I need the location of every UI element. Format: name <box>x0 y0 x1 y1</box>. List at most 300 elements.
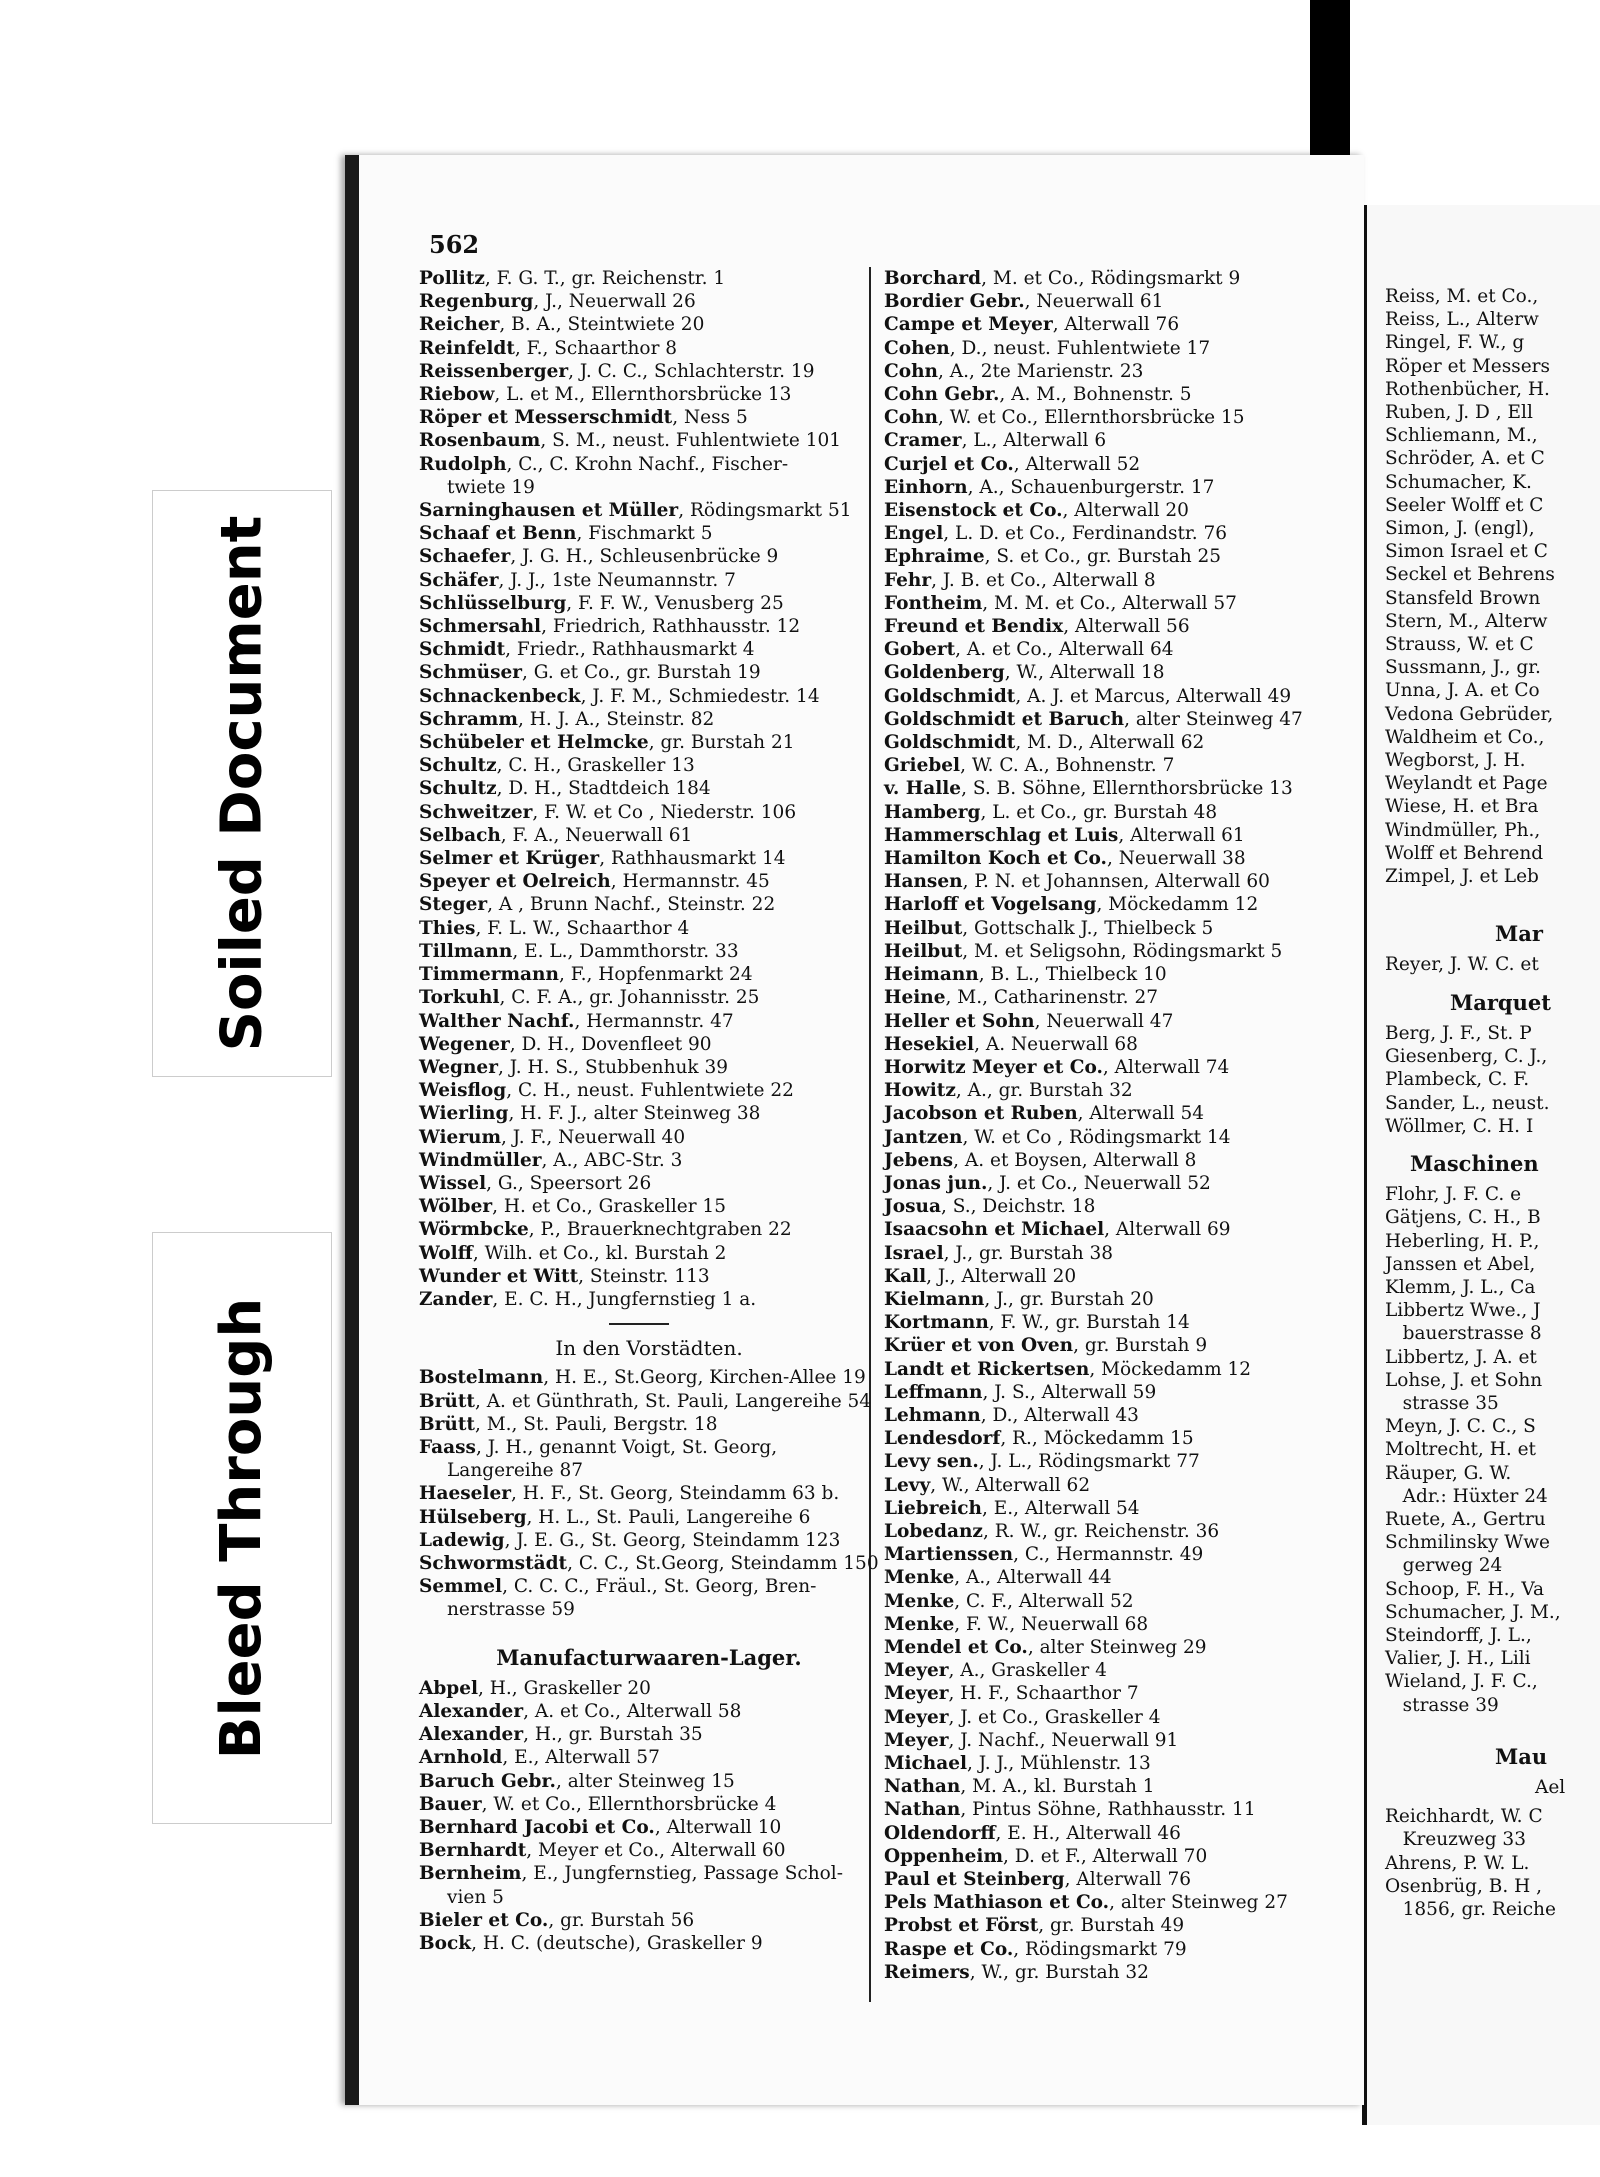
entry-detail: , R., Möckedamm 15 <box>1000 1428 1194 1450</box>
directory-entry: Windmüller, Ph., <box>1385 819 1541 841</box>
entry-name: Harloff et Vogelsang <box>884 894 1097 916</box>
entry-detail: , A., Schauenburgerstr. 17 <box>967 476 1215 498</box>
directory-entry <box>419 940 919 963</box>
directory-entry <box>419 1932 919 1955</box>
entry-name: Schaefer <box>419 546 511 568</box>
section-rule <box>609 1323 669 1325</box>
entry-detail: , Alterwall 54 <box>1077 1103 1205 1125</box>
directory-entry <box>884 1474 1354 1497</box>
directory-entry <box>884 615 1354 638</box>
directory-entry: Röper et Messers <box>1385 355 1551 377</box>
entry-name: Michael <box>884 1753 968 1774</box>
entry-detail: , C. C., St.Georg, Steindamm 150 <box>567 1552 879 1574</box>
entry-name: Heine <box>884 987 946 1009</box>
directory-entry: Gätjens, C. H., B <box>1385 1207 1541 1229</box>
directory-entry: strasse 39 <box>1385 1694 1499 1716</box>
entry-detail: , Hermannstr. 47 <box>574 1010 734 1032</box>
directory-entry <box>884 1636 1354 1659</box>
entry-name: Schnackenbeck <box>419 685 581 707</box>
directory-entry <box>884 963 1354 986</box>
entry-detail: , F. A., Neuerwall 61 <box>500 824 693 846</box>
directory-entry <box>419 1126 919 1149</box>
entry-detail: , F. W., gr. Burstah 14 <box>988 1312 1190 1334</box>
directory-entry: Schumacher, J. M., <box>1385 1601 1561 1623</box>
directory-entry <box>419 1102 919 1125</box>
entry-detail: , Steinstr. 113 <box>578 1265 710 1287</box>
directory-entry <box>419 1886 919 1909</box>
directory-entry <box>884 499 1354 522</box>
entry-detail: , F., Hopfenmarkt 24 <box>558 964 753 986</box>
entry-name: Goldschmidt et Baruch <box>884 708 1125 730</box>
entry-name: Krüer et von Oven <box>884 1335 1074 1357</box>
entry-detail: , F., Schaarthor 8 <box>514 337 678 359</box>
entry-detail: , gr. Burstah 49 <box>1038 1915 1185 1937</box>
directory-entry: Wolff et Behrend <box>1385 842 1544 864</box>
next-page <box>1362 205 1600 2125</box>
entry-detail: , C. C. C., Fräul., St. Georg, Bren- <box>502 1576 817 1598</box>
entry-detail: , Friedr., Rathhausmarkt 4 <box>505 639 755 661</box>
entry-name: v. Halle <box>884 778 962 800</box>
entry-detail: , F. L. W., Schaarthor 4 <box>475 917 690 939</box>
entry-detail: , gr. Burstah 56 <box>548 1909 695 1931</box>
directory-entry <box>419 777 919 800</box>
directory-entry: Schröder, A. et C <box>1385 448 1545 470</box>
entry-name: Hülseberg <box>419 1506 527 1528</box>
entry-detail: , C., Hermannstr. 49 <box>1013 1544 1204 1566</box>
entry-name: Bostelmann <box>419 1367 544 1389</box>
directory-entry <box>884 1729 1354 1752</box>
entry-detail: , Fischmarkt 5 <box>576 523 713 545</box>
entry-name: Baruch Gebr. <box>419 1770 556 1792</box>
directory-entry <box>884 337 1354 360</box>
directory-entry: Räuper, G. W. <box>1385 1462 1512 1484</box>
entry-name: Schmersahl <box>419 616 542 638</box>
entry-name: Wolff <box>419 1242 473 1264</box>
entry-name: Goldschmidt <box>884 732 1016 754</box>
entry-name: Walther Nachf. <box>419 1010 575 1032</box>
entry-name: Schübeler et Helmcke <box>419 732 649 754</box>
directory-entry <box>419 522 919 545</box>
entry-detail: , Alterwall 76 <box>1064 1869 1192 1891</box>
entry-name: Timmermann <box>419 964 559 986</box>
entry-name: Goldschmidt <box>884 685 1016 707</box>
entry-name: Wunder et Witt <box>419 1265 579 1287</box>
entry-detail: , F. W. et Co , Niederstr. 106 <box>532 801 797 823</box>
entry-name: Menke <box>884 1567 955 1589</box>
directory-entry <box>419 1149 919 1172</box>
page-number: 562 <box>429 230 480 259</box>
entry-name: Röper et Messerschmidt <box>419 407 673 429</box>
entry-detail: , M. M. et Co., Alterwall 57 <box>982 592 1237 614</box>
directory-entry: Wiese, H. et Bra <box>1385 796 1539 818</box>
entry-name: Bernheim <box>419 1863 522 1885</box>
directory-entry: Stansfeld Brown <box>1385 587 1547 609</box>
entry-detail: , Alterwall 10 <box>654 1817 782 1838</box>
subheading: In den Vorstädten. <box>555 1336 743 1361</box>
directory-entry <box>419 1862 919 1885</box>
directory-entry: Heberling, H. P., <box>1385 1230 1540 1252</box>
directory-entry <box>419 847 919 870</box>
entry-name: Fontheim <box>884 592 983 614</box>
entry-detail: , H. E., St.Georg, Kirchen-Allee 19 <box>543 1367 866 1389</box>
directory-entry <box>884 1242 1354 1265</box>
entry-name: Heilbut <box>884 917 963 939</box>
directory-entry <box>419 1390 919 1413</box>
entry-detail: , H. F., St. Georg, Steindamm 63 b. <box>510 1483 840 1505</box>
entry-name: Weisflog <box>419 1080 507 1102</box>
entry-detail: , M. D., Alterwall 62 <box>1015 732 1205 754</box>
directory-entry: Lohse, J. et Sohn <box>1385 1369 1543 1391</box>
entry-detail: , Alterwall 56 <box>1063 616 1190 638</box>
entry-name: Selbach <box>419 824 501 846</box>
entry-detail: , J., Alterwall 20 <box>926 1265 1077 1287</box>
entry-detail: , M., St. Pauli, Bergstr. 18 <box>474 1413 718 1435</box>
directory-entry <box>884 592 1354 615</box>
directory-entry <box>419 685 919 708</box>
directory-entry: Osenbrüg, B. H , <box>1385 1875 1542 1897</box>
entry-detail: , A. et Günthrath, St. Pauli, Langereihe 54 <box>474 1390 872 1412</box>
directory-entry: Weylandt et Page <box>1385 773 1548 795</box>
entry-detail: , Alterwall 69 <box>1104 1219 1231 1241</box>
directory-entry <box>884 1404 1354 1427</box>
directory-entry <box>419 592 919 615</box>
directory-entry <box>884 1334 1354 1357</box>
directory-entry <box>419 801 919 824</box>
entry-detail: , H. F. J., alter Steinweg 38 <box>508 1103 761 1125</box>
entry-name: Kall <box>884 1265 927 1287</box>
entry-name: Horwitz Meyer et Co. <box>884 1056 1103 1078</box>
section-heading: Maschinen <box>1410 1150 1539 1176</box>
directory-entry <box>419 1839 919 1862</box>
entry-name: Nathan <box>884 1776 961 1798</box>
directory-entry <box>884 1543 1354 1566</box>
directory-entry <box>419 476 919 499</box>
entry-detail: , E., Alterwall 57 <box>502 1747 660 1769</box>
entry-name: Mendel et Co. <box>884 1636 1028 1658</box>
directory-entry: Flohr, J. F. C. e <box>1385 1184 1522 1206</box>
directory-entry: Schumacher, K. <box>1385 471 1538 493</box>
entry-detail: , G. et Co., gr. Burstah 19 <box>522 662 761 684</box>
entry-name: Oldendorff <box>884 1822 996 1844</box>
entry-detail: , Neuerwall 61 <box>1024 291 1164 313</box>
entry-name: Brütt <box>419 1413 475 1435</box>
entry-name: Hammerschlag et Luis <box>884 824 1119 846</box>
directory-entry: Seckel et Behrens <box>1385 564 1555 586</box>
entry-name: Schramm <box>419 708 518 730</box>
entry-detail: , Alterwall 20 <box>1062 500 1189 522</box>
directory-page <box>345 155 1364 2105</box>
entry-name: Goldenberg <box>884 662 1005 684</box>
entry-detail: , H., Graskeller 20 <box>478 1677 651 1699</box>
entry-detail: , W. C. A., Bohnenstr. 7 <box>960 755 1175 777</box>
entry-detail: , C. H., neust. Fuhlentwiete 22 <box>506 1080 794 1102</box>
entry-name: Heller et Sohn <box>884 1010 1035 1032</box>
entry-detail: , A. J. et Marcus, Alterwall 49 <box>1015 685 1292 707</box>
directory-entry <box>419 1529 919 1552</box>
entry-name: Cohen <box>884 337 950 359</box>
entry-name: Hamilton Koch et Co. <box>884 848 1107 870</box>
entry-detail: , Friedrich, Rathhausstr. 12 <box>541 616 801 638</box>
label-text: Bleed Through <box>209 1297 275 1759</box>
entry-detail: , A., 2te Marienstr. 23 <box>937 360 1144 382</box>
directory-entry: Klemm, J. L., Ca <box>1385 1276 1536 1298</box>
entry-detail: , A. M., Bohnenstr. 5 <box>999 384 1192 406</box>
directory-entry <box>419 1700 919 1723</box>
directory-entry <box>419 1195 919 1218</box>
directory-entry: Valier, J. H., Lili <box>1385 1648 1531 1670</box>
directory-entry <box>884 476 1354 499</box>
entry-name: Ephraime <box>884 546 985 568</box>
directory-entry <box>419 1172 919 1195</box>
entry-detail: , L., Alterwall 6 <box>961 430 1107 452</box>
entry-detail: , J. E. G., St. Georg, Steindamm 123 <box>504 1529 841 1551</box>
entry-detail: , J. L., Rödingsmarkt 77 <box>978 1451 1200 1473</box>
entry-detail: , W., Alterwall 62 <box>930 1474 1091 1496</box>
directory-entry <box>884 1172 1354 1195</box>
directory-entry <box>419 1056 919 1079</box>
directory-entry: Wöllmer, C. H. I <box>1385 1115 1534 1137</box>
entry-detail: vien 5 <box>447 1886 504 1908</box>
entry-detail: , D. H., Dovenfleet 90 <box>509 1033 712 1055</box>
directory-entry: Berg, J. F., St. P <box>1385 1022 1532 1044</box>
entry-detail: , J. et Co., Graskeller 4 <box>948 1706 1161 1728</box>
entry-name: Haeseler <box>419 1483 511 1505</box>
directory-entry <box>884 1659 1354 1682</box>
column-a <box>419 267 919 1955</box>
entry-detail: , A., ABC-Str. 3 <box>541 1149 683 1171</box>
directory-entry <box>419 1598 919 1621</box>
entry-name: Wissel <box>419 1172 487 1194</box>
directory-entry <box>884 1845 1354 1868</box>
entry-detail: , Meyer et Co., Alterwall 60 <box>526 1840 786 1862</box>
entry-name: Schmidt <box>419 639 506 661</box>
entry-name: Schmüser <box>419 662 523 684</box>
directory-entry <box>884 638 1354 661</box>
entry-name: Lehmann <box>884 1404 981 1426</box>
directory-entry: strasse 35 <box>1385 1392 1499 1414</box>
directory-entry <box>884 1590 1354 1613</box>
directory-entry <box>419 1793 919 1816</box>
directory-entry <box>884 1102 1354 1125</box>
directory-entry <box>884 1961 1354 1984</box>
entry-detail: , D., neust. Fuhlentwiete 17 <box>949 337 1211 359</box>
entry-detail: , H. et Co., Graskeller 15 <box>492 1196 726 1218</box>
directory-entry: Simon, J. (engl), <box>1385 518 1535 540</box>
directory-entry <box>884 267 1354 290</box>
directory-entry <box>419 917 919 940</box>
entry-name: Wegener <box>419 1033 510 1055</box>
entry-detail: , S. M., neust. Fuhlentwiete 101 <box>540 430 842 452</box>
directory-entry: Ruben, J. D , Ell <box>1385 402 1533 424</box>
entry-detail: twiete 19 <box>447 476 535 498</box>
directory-entry: Stern, M., Alterw <box>1385 610 1548 632</box>
entry-detail: Langereihe 87 <box>447 1460 584 1482</box>
directory-entry <box>884 406 1354 429</box>
entry-detail: , Alterwall 74 <box>1102 1056 1230 1078</box>
entry-detail: , E., Alterwall 54 <box>982 1497 1140 1519</box>
entry-detail: , C. H., Graskeller 13 <box>496 755 695 777</box>
section-heading: Mau <box>1495 1743 1548 1769</box>
directory-entry <box>419 1770 919 1793</box>
entry-name: Cohn <box>884 360 938 382</box>
directory-entry: Unna, J. A. et Co <box>1385 680 1540 702</box>
directory-entry <box>419 406 919 429</box>
directory-entry: 1856, gr. Reiche <box>1385 1899 1556 1920</box>
directory-entry <box>419 1677 919 1700</box>
directory-entry: Meyn, J. C. C., S <box>1385 1416 1536 1438</box>
entry-name: Lendesdorf <box>884 1428 1001 1450</box>
entry-name: Wölber <box>419 1196 493 1218</box>
directory-entry: Strauss, W. et C <box>1385 634 1534 656</box>
entry-detail: , M. A., kl. Burstah 1 <box>960 1776 1155 1798</box>
directory-entry <box>884 1010 1354 1033</box>
directory-entry <box>884 313 1354 336</box>
entry-name: Jantzen <box>884 1126 963 1148</box>
directory-entry <box>419 615 919 638</box>
entry-detail: , A., Alterwall 44 <box>954 1567 1112 1589</box>
entry-name: Riebow <box>419 384 495 406</box>
entry-detail: , P. N. et Johannsen, Alterwall 60 <box>962 871 1270 893</box>
entry-detail: , E. C. H., Jungfernstieg 1 a. <box>492 1288 757 1310</box>
entry-detail: , M. et Co., Rödingsmarkt 9 <box>981 268 1241 289</box>
entry-detail: , W., Alterwall 18 <box>1004 662 1165 684</box>
column-b <box>884 267 1354 1984</box>
directory-entry <box>884 1891 1354 1914</box>
directory-entry <box>419 1816 919 1839</box>
directory-entry: Schmilinsky Wwe <box>1385 1532 1550 1554</box>
entry-detail: , A. et Co., Alterwall 58 <box>523 1700 742 1722</box>
directory-entry: Janssen et Abel, <box>1385 1253 1542 1275</box>
entry-detail: , H. L., St. Pauli, Langereihe 6 <box>526 1506 811 1528</box>
directory-entry <box>419 893 919 916</box>
entry-name: Cramer <box>884 430 962 452</box>
entry-name: Reicher <box>419 314 500 336</box>
entry-name: Kielmann <box>884 1288 985 1310</box>
entry-name: Jebens <box>884 1149 954 1171</box>
entry-name: Cohn Gebr. <box>884 384 1000 406</box>
directory-entry <box>884 708 1354 731</box>
directory-entry <box>884 1450 1354 1473</box>
directory-entry <box>884 847 1354 870</box>
entry-name: Thies <box>419 917 476 939</box>
entry-detail: , J. J., 1ste Neumannstr. 7 <box>498 569 736 591</box>
directory-entry <box>419 453 919 476</box>
entry-detail: , L. et M., Ellernthorsbrücke 13 <box>494 384 792 406</box>
entry-name: Brütt <box>419 1390 475 1412</box>
entry-name: Jonas jun. <box>884 1172 988 1194</box>
entry-name: Heimann <box>884 964 979 986</box>
entry-name: Engel <box>884 523 944 545</box>
directory-entry <box>419 1265 919 1288</box>
entry-name: Bernhard Jacobi et Co. <box>419 1817 655 1838</box>
entry-detail: , J. H. S., Stubbenhuk 39 <box>497 1056 729 1078</box>
entry-detail: , gr. Burstah 9 <box>1073 1335 1208 1357</box>
entry-detail: , alter Steinweg 47 <box>1124 708 1303 730</box>
entry-name: Hamberg <box>884 801 981 823</box>
directory-entry <box>884 870 1354 893</box>
directory-entry: Kreuzweg 33 <box>1385 1829 1526 1851</box>
entry-detail: , E. H., Alterwall 46 <box>995 1822 1181 1844</box>
entry-detail: , alter Steinweg 27 <box>1109 1892 1288 1914</box>
directory-entry <box>419 290 919 313</box>
entry-detail: , alter Steinweg 15 <box>555 1770 735 1792</box>
entry-detail: , E., Jungfernstieg, Passage Schol- <box>521 1863 843 1885</box>
directory-entry: Ahrens, P. W. L. <box>1385 1852 1530 1874</box>
directory-entry <box>884 1706 1354 1729</box>
entry-detail: , E. L., Dammthorstr. 33 <box>512 940 739 962</box>
entry-name: Menke <box>884 1613 955 1635</box>
directory-entry <box>884 940 1354 963</box>
directory-entry: Sander, L., neust. <box>1385 1092 1550 1114</box>
entry-name: Leffmann <box>884 1381 983 1403</box>
entry-name: Hesekiel <box>884 1033 975 1055</box>
entry-name: Menke <box>884 1590 955 1612</box>
directory-entry <box>419 661 919 684</box>
entry-name: Curjel et Co. <box>884 453 1014 475</box>
directory-entry: Reiss, L., Alterw <box>1385 309 1539 331</box>
directory-entry <box>419 1909 919 1932</box>
section-heading: Manufacturwaaren-Lager. <box>496 1644 802 1670</box>
entry-detail: , J. C. C., Schlachterstr. 19 <box>568 360 815 382</box>
directory-entry <box>884 731 1354 754</box>
directory-entry <box>419 963 919 986</box>
directory-entry <box>884 1798 1354 1821</box>
entry-name: Reissenberger <box>419 360 569 382</box>
entry-name: Martienssen <box>884 1544 1014 1566</box>
directory-entry: Adr.: Hüxter 24 <box>1385 1485 1548 1507</box>
directory-entry <box>419 638 919 661</box>
directory-entry <box>419 569 919 592</box>
entry-detail: , C. F. A., gr. Johannisstr. 25 <box>499 987 760 1009</box>
entry-detail: , F. W., Neuerwall 68 <box>954 1613 1149 1635</box>
entry-detail: , W., gr. Burstah 32 <box>969 1961 1149 1983</box>
entry-name: Nathan <box>884 1799 961 1821</box>
entry-name: Kortmann <box>884 1312 989 1334</box>
directory-entry <box>884 1265 1354 1288</box>
entry-detail: , W. et Co., Ellernthorsbrücke 15 <box>937 407 1245 429</box>
entry-detail: , D. H., Stadtdeich 184 <box>496 778 711 800</box>
directory-entry <box>884 1311 1354 1334</box>
entry-name: Torkuhl <box>419 987 500 1009</box>
entry-detail: , Alterwall 76 <box>1052 314 1180 336</box>
entry-detail: , W. et Co , Rödingsmarkt 14 <box>962 1126 1231 1148</box>
directory-entry <box>419 383 919 406</box>
entry-detail: , M., Catharinenstr. 27 <box>945 987 1158 1009</box>
entry-detail: , C. F., Alterwall 52 <box>954 1590 1134 1612</box>
directory-entry <box>884 360 1354 383</box>
label-text: Soiled Document <box>209 515 275 1052</box>
entry-detail: , S. B. Söhne, Ellernthorsbrücke 13 <box>961 778 1293 800</box>
entry-name: Sarninghausen et Müller <box>419 500 679 522</box>
entry-name: Meyer <box>884 1706 949 1728</box>
directory-entry: Libbertz Wwe., J <box>1385 1300 1541 1322</box>
entry-detail: , Gottschalk J., Thielbeck 5 <box>962 917 1214 939</box>
directory-entry: Waldheim et Co., <box>1385 726 1545 748</box>
directory-entry <box>884 1497 1354 1520</box>
directory-entry <box>419 1575 919 1598</box>
entry-name: Meyer <box>884 1660 949 1682</box>
directory-entry: Ringel, F. W., g <box>1385 332 1525 354</box>
entry-name: Speyer et Oelreich <box>419 871 611 893</box>
entry-detail: , J., gr. Burstah 38 <box>943 1242 1114 1264</box>
entry-name: Israel <box>884 1242 944 1264</box>
entry-detail: , J. F. M., Schmiedestr. 14 <box>580 685 820 707</box>
directory-entry: Rothenbücher, H. <box>1385 378 1550 400</box>
directory-entry <box>884 1033 1354 1056</box>
directory-entry: Reiss, M. et Co., <box>1385 286 1539 307</box>
directory-entry <box>419 337 919 360</box>
entry-name: Regenburg <box>419 291 534 313</box>
